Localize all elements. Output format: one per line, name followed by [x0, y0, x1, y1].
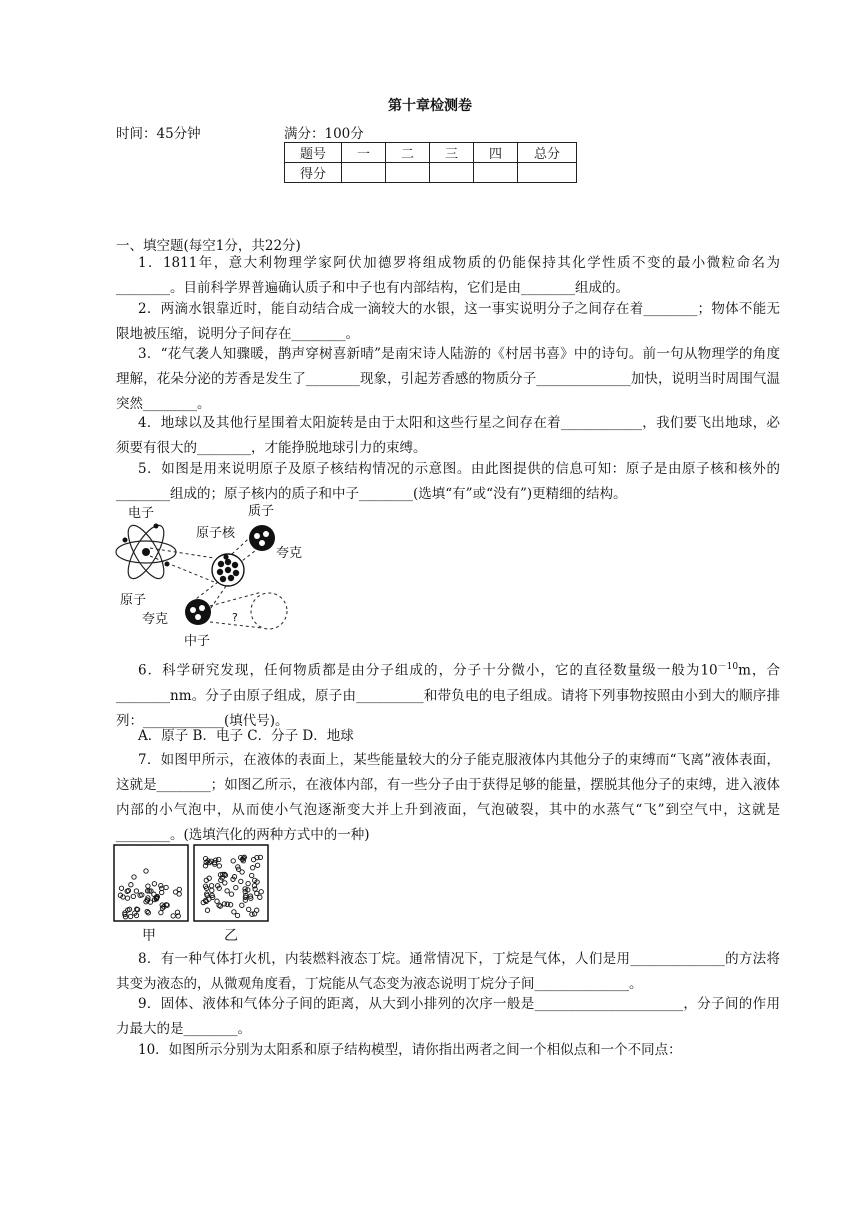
page-title: 第十章检测卷 — [388, 98, 472, 114]
atom-structure-diagram — [114, 500, 324, 650]
score-table-score-row — [285, 163, 577, 183]
question-5: 5．如图是用来说明原子及原子核结构情况的示意图。由此图提供的信息可知：原子是由原子核和核外的________组成的；原子核内的质子和中子________(选填“有”或“没有”)更精细的结构。 — [116, 461, 780, 502]
question-6-part-a: 6．科学研究发现，任何物质都是由分子组成的，分子十分微小，它的直径数量级一般为10 — [138, 662, 718, 679]
score-table-header-row — [285, 143, 577, 163]
electron-dot — [154, 524, 159, 529]
score-table-cell: 四 — [474, 143, 518, 163]
score-table-cell: 三 — [430, 143, 474, 163]
question-4: 4．地球以及其他行星围着太阳旋转是由于太阳和这些行星之间存在着____________，我们要飞出地球，必须要有很大的________，才能挣脱地球引力的束缚。 — [116, 415, 780, 456]
beaker-a-box — [114, 845, 188, 921]
label-quark-proton: 夸克 — [276, 546, 303, 561]
electron-dot — [123, 538, 128, 543]
section-heading: 一、填空题(每空1分，共22分) — [116, 238, 301, 254]
label-electron: 电子 — [128, 506, 155, 521]
question-10: 10．如图所示分别为太阳系和原子结构模型，请你指出两者之间一个相似点和一个不同点： — [138, 1042, 682, 1058]
label-nucleus: 原子核 — [196, 526, 236, 541]
score-row-label: 得分 — [285, 163, 342, 183]
score-table-cell: 一 — [342, 143, 386, 163]
score-table-cell: 二 — [386, 143, 430, 163]
score-input-cell[interactable] — [386, 163, 430, 183]
evaporation-boiling-diagram — [112, 843, 282, 943]
label-figure-b: 乙 — [224, 928, 238, 943]
question-6-part-b: m，合________nm。分子由原子组成，原子由__________和带负电的电子组成。请将下列事物按照由小到大的顺序排列：____________(填代号)。 — [116, 662, 780, 729]
label-proton: 质子 — [248, 504, 275, 519]
neutron-circle — [185, 599, 211, 625]
unknown-structure-circle — [251, 593, 287, 629]
score-table-cell: 题号 — [285, 143, 342, 163]
proton-circle — [249, 525, 275, 551]
label-question-mark: ? — [232, 611, 238, 624]
question-6-exponent: －10 — [717, 662, 739, 672]
question-6-options: A．原子 B．电子 C．分子 D．地球 — [138, 728, 354, 744]
score-input-cell[interactable] — [474, 163, 518, 183]
question-3: 3．“花气袭人知骤暖，鹊声穿树喜新晴”是南宋诗人陆游的《村居书喜》中的诗句。前一句从物理学的角度理解，花朵分泌的芳香是发生了________现象，引起芳香感的物质分子______________加快，说明当时周围气温突然________。 — [116, 346, 780, 412]
question-2: 2．两滴水银靠近时，能自动结合成一滴较大的水银，这一事实说明分子之间存在着________；物体不能无限地被压缩，说明分子间存在________。 — [116, 301, 780, 342]
label-neutron: 中子 — [184, 634, 211, 649]
time-limit: 时间：45分钟 — [116, 126, 201, 142]
question-7: 7．如图甲所示，在液体的表面上，某些能量较大的分子能克服液体内其他分子的束缚而“飞离”液体表面，这就是________；如图乙所示，在液体内部，有一些分子由于获得足够的能量，摆脱其他分子的束缚，进入液体内部的小气泡中，从而使小气泡逐渐变大并上升到液面，气泡破裂，其中的水蒸气“飞”到空气中，这就是________。(选填汽化的两种方式中的一种) — [116, 752, 780, 843]
full-score: 满分：100分 — [284, 126, 364, 142]
score-table-cell: 总分 — [518, 143, 577, 163]
score-input-cell[interactable] — [342, 163, 386, 183]
question-9: 9．固体、液体和气体分子间的距离，从大到小排列的次序一般是______________________，分子间的作用力最大的是________。 — [116, 996, 780, 1037]
label-figure-a: 甲 — [142, 928, 156, 943]
label-atom: 原子 — [120, 593, 147, 608]
score-table — [284, 142, 577, 183]
score-input-cell[interactable] — [518, 163, 577, 183]
question-6 — [116, 655, 780, 734]
question-8: 8．有一种气体打火机，内装燃料液态丁烷。通常情况下，丁烷是气体，人们是用______________的方法将其变为液态的，从微观角度看，丁烷能从气态变为液态说明丁烷分子间______________。 — [116, 951, 780, 992]
atom-nucleus-dot — [142, 548, 150, 556]
question-1: 1．1811年，意大利物理学家阿伏加德罗将组成物质的仍能保持其化学性质不变的最小微粒命名为________。目前科学界普遍确认质子和中子也有内部结构，它们是由________组成的。 — [116, 255, 780, 296]
score-input-cell[interactable] — [430, 163, 474, 183]
label-quark-neutron: 夸克 — [142, 612, 169, 627]
